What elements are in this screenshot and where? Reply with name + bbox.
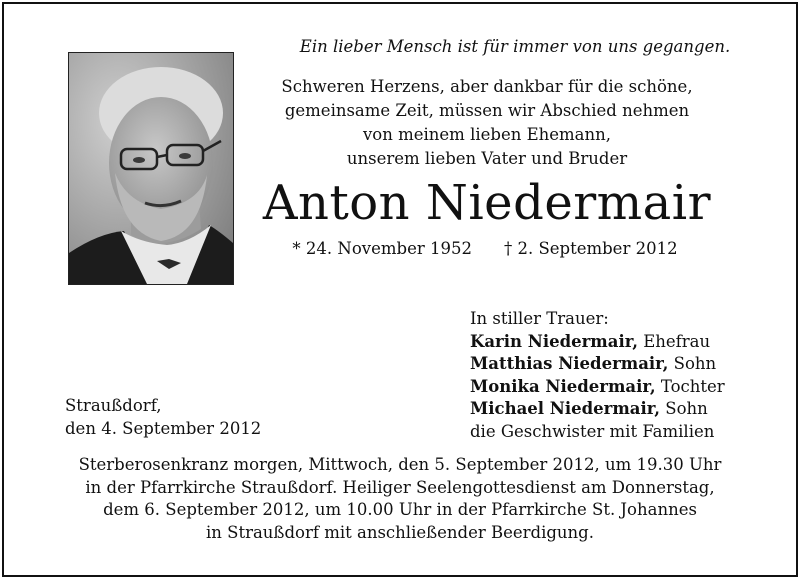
mourner-name: Michael Niedermair,: [470, 399, 661, 418]
motto-text: Ein lieber Mensch ist für immer von uns gegangen.: [299, 37, 731, 56]
mourner-name: Matthias Niedermair,: [470, 354, 669, 373]
life-dates: [280, 239, 690, 258]
place-date-block: [65, 395, 261, 440]
siblings-line: die Geschwister mit Familien: [470, 421, 715, 441]
service-line: dem 6. September 2012, um 10.00 Uhr in der Pfarrkirche St. Johannes: [103, 500, 697, 519]
place-text: Straußdorf,: [65, 396, 162, 415]
date-text: den 4. September 2012: [65, 418, 262, 438]
mourner-row: [470, 398, 725, 421]
mourner-relation: Sohn: [668, 354, 717, 373]
mourner-relation: Ehefrau: [637, 331, 711, 351]
intro-line: unserem lieben Vater und Bruder: [346, 149, 628, 168]
death-date: † 2. September 2012: [503, 239, 678, 258]
service-line: in Straußdorf mit anschließender Beerdigung.: [206, 522, 594, 542]
service-info: [40, 454, 760, 544]
portrait-illustration: [69, 53, 233, 284]
mourning-heading: In stiller Trauer:: [470, 309, 609, 328]
intro-text: [262, 75, 712, 171]
service-line: in der Pfarrkirche Straußdorf. Heiliger Seelengottesdienst am Donnerstag,: [85, 477, 715, 497]
mourners-block: [470, 308, 725, 443]
mourner-relation: Tochter: [655, 376, 725, 396]
portrait-photo: [68, 52, 234, 285]
mourner-row: [470, 353, 725, 376]
service-line: Sterberosenkranz morgen, Mittwoch, den 5. September 2012, um 19.30 Uhr: [78, 455, 722, 474]
mourner-name: Monika Niedermair,: [470, 376, 656, 396]
intro-line: Schweren Herzens, aber dankbar für die schöne,: [281, 77, 693, 96]
intro-line: gemeinsame Zeit, müssen wir Abschied nehmen: [284, 101, 690, 120]
mourner-row: [470, 331, 725, 354]
mourner-relation: Sohn: [660, 399, 708, 418]
deceased-name: Anton Niedermair: [262, 175, 712, 231]
mourner-name: Karin Niedermair,: [470, 331, 638, 351]
intro-line: von meinem lieben Ehemann,: [362, 125, 612, 144]
birth-date: * 24. November 1952: [292, 239, 472, 258]
mourner-row: [470, 376, 725, 399]
